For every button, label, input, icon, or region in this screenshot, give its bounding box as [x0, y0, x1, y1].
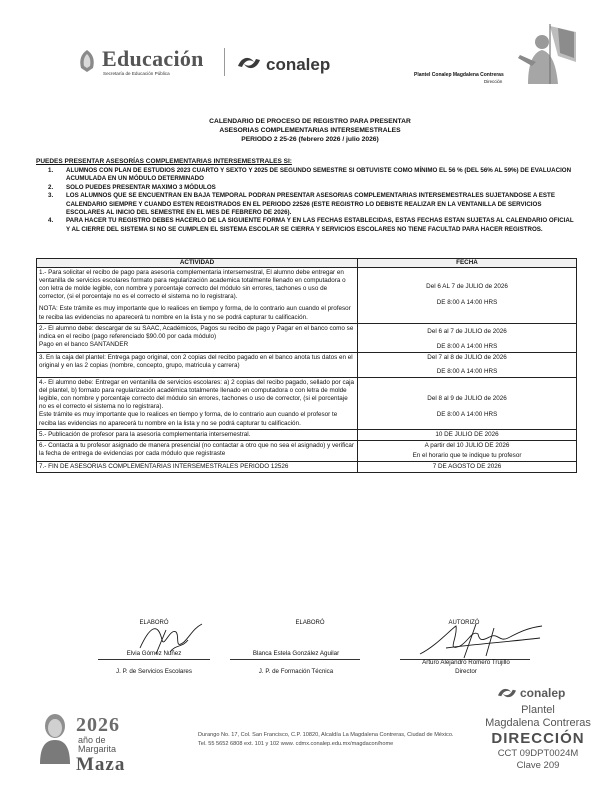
- table-row: [37, 268, 577, 324]
- signature-line: [98, 659, 210, 660]
- document-title: [60, 117, 560, 145]
- activity-cell: [37, 440, 358, 461]
- date-cell: [358, 268, 577, 324]
- year-honoree-name: Maza: [76, 754, 126, 775]
- activity-text: 3. En la caja del plantel: Entrega pago original, con 2 copias del recibo pagado en el banco anota tus datos en el original y en las 2 copias (nombre, concepto, grupo, matricula y carrera): [39, 353, 353, 369]
- signer-name: Blanca Estela González Aguilar: [252, 650, 340, 657]
- header-divider: [224, 48, 225, 76]
- date-text: Del 6 al 7 de JULIO de 2026: [427, 327, 507, 335]
- activity-cell: [37, 461, 358, 472]
- official-stamp: [482, 684, 594, 780]
- title-line-2: ASESORIAS COMPLEMENTARIAS INTERSEMESTRALES: [219, 127, 401, 135]
- rule-number: 2.: [48, 183, 54, 191]
- date-text: Del 7 al 8 de JULIO de 2026: [427, 353, 507, 361]
- activity-text: 6.- Contacta a tu profesor asignado de manera presencial (no contactar a otro que no sea el asignado) y verificar la fecha de entrega de evidencias por cada módulo que registraste: [39, 441, 355, 457]
- time-text: DE 8:00 A 14:00 HRS: [436, 411, 498, 419]
- activity-note: Este trámite es muy importante que lo realices en tiempo y forma, de lo contrario aun cuando el profesor te reciba las evidencias no aparecerá tu nombre en la lista y no se podrá capturar tu calificación.: [39, 411, 338, 427]
- rule-text: SOLO PUEDES PRESENTAR MAXIMO 3 MÓDULOS: [66, 183, 216, 191]
- time-text: DE 8:00 A 14:00 HRS: [436, 367, 498, 375]
- signer-role: J. P. de Formación Técnica: [258, 668, 334, 675]
- stamp-clave: Clave 209: [516, 760, 560, 771]
- rule-item: [36, 217, 576, 234]
- heroine-illustration-icon: [506, 22, 578, 84]
- column-header-activity: ACTIVIDAD: [37, 259, 358, 268]
- signature-label: ELABORÓ: [139, 620, 169, 626]
- date-cell: [358, 429, 577, 440]
- date-text: Del 6 AL 7 de JULIO de 2026: [426, 283, 508, 291]
- plantel-name: Plantel Conalep Magdalena Contreras: [414, 72, 504, 78]
- signature-label: ELABORÓ: [295, 620, 325, 626]
- date-text: Del 8 al 9 de JULIO de 2026: [427, 395, 507, 403]
- eligibility-intro: PUEDES PRESENTAR ASESORÍAS COMPLEMENTARIAS INTERSEMESTRALES SI:: [36, 158, 292, 165]
- activity-text: 5.- Publicación de profesor para la asesoría complementaria intersemestral.: [39, 430, 251, 438]
- date-cell: [358, 461, 577, 472]
- rule-number: 1.: [48, 167, 54, 174]
- table-row: [37, 378, 577, 430]
- activity-cell: [37, 378, 358, 430]
- activity-text: 7.- FIN DE ASESORIAS COMPLEMENTARIAS INTERSEMESTRALES PERIODO 12526: [39, 462, 289, 470]
- footer-contact: Tel. 55 5652 6808 ext. 101 y 102 www. cdmx.conalep.edu.mx/magdacon/home: [198, 741, 394, 747]
- stamp-brand: conalep: [520, 686, 566, 700]
- rule-text: LOS ALUMNOS QUE SE ENCUENTRAN EN BAJA TEMPORAL PODRAN PRESENTAR ASESORIAS COMPLEMENTARIAS INTERSEMESTRALES SUJETANDOSE A ESTE CALENDARIO SIEMPRE Y CUANDO ESTEN REGISTRADOS EN EL PERIODO 22526 (ESTE REGISTRO LO DEBISTE REALIZAR EN LA VENTANILLA DE SERVICIOS ESCOLARES AL INICIO DEL SEMESTRE EN EL MES DE FEBRERO DE 2026).: [66, 192, 555, 217]
- year-subtitle: [78, 736, 116, 754]
- signer-name: Arturo Alejandro Romero Trujillo: [422, 659, 510, 666]
- rule-item: [36, 167, 576, 184]
- date-text: 7 DE AGOSTO DE 2026: [432, 462, 502, 470]
- activity-cell: [37, 352, 358, 377]
- stamp-plantel: Plantel: [521, 704, 555, 716]
- rule-number: 4.: [48, 217, 54, 225]
- activity-text: 4.- El alumno debe: Entregar en ventanilla de servicios escolares: a) 2 copias del recibo pagado, sellado por caja del plantel, b) formato para regularización académica totalmente llenado en computadora o con letra de molde legible, con nombre y porcentaje correcto del módulo sin errores, tachones o uso de corrector, (si el porcentaje no es el correcto el sistema no lo registrara).: [39, 379, 355, 411]
- table-row: [37, 440, 577, 461]
- table-row: [37, 429, 577, 440]
- table-row: [37, 461, 577, 472]
- time-text: DE 8:00 A 14:00 HRS: [436, 342, 498, 350]
- column-header-date: FECHA: [358, 259, 577, 268]
- stamp-cct: CCT 09DPT0024M: [497, 748, 579, 759]
- conalep-wordmark: conalep: [266, 55, 331, 74]
- stamp-campus: Magdalena Contreras: [485, 717, 591, 729]
- footer-address: Durango No. 17, Col. San Francisco, C.P. 10820, Alcaldía La Magdalena Contreras, Ciudad de México.: [198, 732, 454, 738]
- title-line-3: PERIODO 2 25-26 (febrero 2026 / julio 2026): [241, 136, 379, 144]
- educacion-subtext: Secretaría de Educación Pública: [103, 71, 170, 76]
- year-subtitle-line-2: Margarita: [78, 744, 117, 754]
- table-header-row: [37, 259, 577, 268]
- date-cell: [358, 440, 577, 461]
- signature-label: AUTORIZÓ: [448, 620, 480, 626]
- date-cell: [358, 352, 577, 377]
- calendar-table: [36, 258, 577, 473]
- activity-cell: [37, 268, 358, 324]
- activity-text: 1.- Para solicitar el recibo de pago para asesoría complementaria intersemestral, El alumno debe entregar en ventanilla de servicios escolares formato para regularización academica totalmente llenado en computadora o con letra de molde legible, con nombre y porcentaje correcto del módulo sin errores, tachones o uso de corrector, (si el porcentaje no es el correcto el sistema no lo registrara).: [39, 269, 346, 301]
- rule-number: 3.: [48, 192, 54, 200]
- educacion-logo: [76, 44, 226, 80]
- title-line-1: CALENDARIO DE PROCESO DE REGISTRO PARA PRESENTAR: [209, 118, 411, 125]
- date-cell: [358, 323, 577, 352]
- stamp-conalep-mark-icon: [496, 684, 518, 702]
- rule-text: ALUMNOS CON PLAN DE ESTUDIOS 2023 CUARTO Y SEXTO Y 2025 DE SEGUNDO SEMESTRE SI OBTUVISTE COMO MÍNIMO EL 56 % (DEL 56% AL 59%) DE EVALUACION ACUMULADA EN UN MÓDULO DETERMINADO: [66, 167, 572, 183]
- conalep-logo: [236, 50, 346, 78]
- margarita-maza-portrait-icon: [36, 710, 74, 764]
- rule-item: [36, 184, 576, 192]
- signer-name: Elvia Gómez Nuñez: [126, 650, 182, 657]
- sep-emblem-icon: [76, 48, 98, 74]
- activity-note: NOTA: Este trámite es muy importante que lo realices en tiempo y forma, de lo contrario aun cuando el profesor te reciba las evidencias no aparecerá tu nombre en la lista y no se podrá capturar tu calificación.: [39, 305, 351, 321]
- activity-cell: [37, 323, 358, 352]
- activity-text: 2.- El alumno debe: descargar de su SAAC, Académicos, Pagos su recibo de pago y Pagar en el banco como se indica en el recibo (pago referenciado $90.00 por cada módulo): [39, 324, 354, 340]
- signer-role: J. P. de Servicios Escolares: [116, 668, 192, 675]
- activity-note: Pago en el banco SANTANDER: [39, 340, 129, 348]
- time-text: En el horario que te indique tu profesor: [412, 451, 522, 459]
- table-row: [37, 323, 577, 352]
- office-name: Dirección: [484, 79, 503, 84]
- year-number: 2026: [76, 714, 120, 736]
- stamp-office: DIRECCIÓN: [491, 730, 585, 747]
- year-subtitle-line-1: año de: [78, 735, 106, 745]
- signer-role: Director: [455, 668, 477, 675]
- table-row: [37, 352, 577, 377]
- activity-cell: [37, 429, 358, 440]
- rule-item: [36, 192, 576, 217]
- date-cell: [358, 378, 577, 430]
- signature-line: [230, 659, 360, 660]
- rule-text: PARA HACER TU REGISTRO DEBES HACERLO DE LA SIGUIENTE FORMA Y EN LAS FECHAS ESTABLECIDAS, ESTAS FECHAS ESTAN SUJETAS AL CALENDARIO OFICIAL Y AL CIERRE DEL SISTEMA SI NO SE CUMPLEN EL SISTEMA ESCOLAR SE CIERRA Y SERVICIOS ESCOLARES NO TIENE FACULTAD PARA HACER REGISTROS.: [66, 217, 574, 233]
- time-text: DE 8:00 A 14:00 HRS: [436, 299, 498, 307]
- date-text: A partir del 10 JULIO DE 2026: [424, 441, 510, 449]
- date-text: 10 DE JULIO DE 2026: [435, 430, 499, 438]
- conalep-mark-icon: [236, 52, 262, 74]
- educacion-wordmark: Educación: [102, 46, 204, 71]
- eligibility-rules: [36, 167, 576, 234]
